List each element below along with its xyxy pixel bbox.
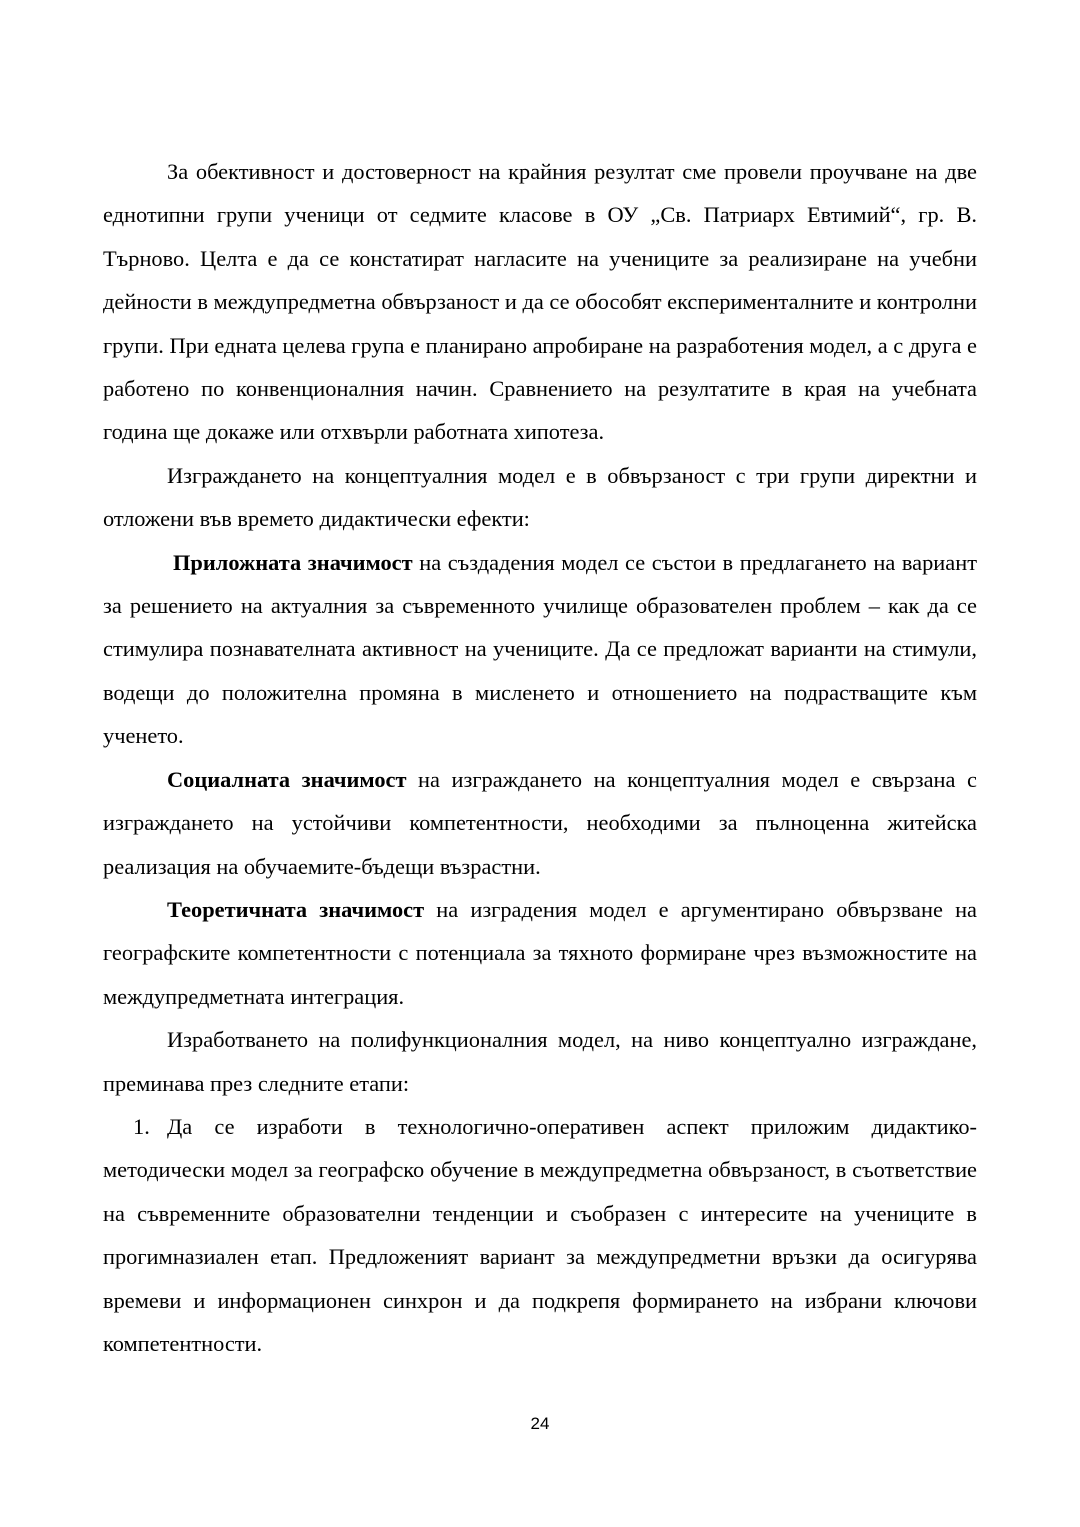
paragraph-study-description (103, 150, 977, 454)
paragraph-text: на изградения модел е аргументирано обвързване на географските компетентности с потенциала за тяхното формиране чрез възможностите на междупредметната интеграция. (103, 896, 977, 1009)
list-item-number: 1. (133, 1113, 150, 1139)
paragraph-bold-term: Теоретичната значимост (167, 896, 425, 922)
paragraph-theoretical-significance (103, 888, 977, 1018)
paragraph-social-significance (103, 758, 977, 888)
list-item (103, 1105, 977, 1365)
document-body (103, 150, 977, 1365)
list-item-text: Да се изработи в технологично-оперативен аспект приложим дидактико-методически модел за географско обучение в междупредметна обвързаност, в съответствие на съвременните образователни тенденции и съобразен с интересите на учениците в прогимназиален етап. Предложеният вариант за междупредметни връзки да осигурява времеви и информационен синхрон и да подкрепя формирането на избрани ключови компетентности. (103, 1113, 977, 1356)
paragraph-bold-term: Приложната значимост (173, 549, 413, 575)
paragraph-text: Изработването на полифункционалния модел, на ниво концептуално изграждане, преминава през следните етапи: (103, 1027, 977, 1096)
paragraph-bold-term: Социалната значимост (167, 766, 407, 792)
page-number: 24 (530, 1414, 550, 1433)
paragraph-stages-intro (103, 1018, 977, 1105)
paragraph-text: За обективност и достоверност на крайния резултат сме провели проучване на две еднотипни групи ученици от седмите класове в ОУ „Св. Патриарх Евтимий“, гр. В. Търново. Целта е да се констатират нагласите на учениците за реализиране на учебни дейности в междупредметна обвързаност и да се обособят експерименталните и контролни групи. При едната целева група е планирано апробиране на разработения модел, а с друга е работено по конвенционалния начин. Сравнението на резултатите в края на учебната година ще докаже или отхвърли работната хипотеза. (103, 159, 977, 445)
paragraph-applied-significance (103, 541, 977, 758)
paragraph-text: на изграждането на концептуалния модел е свързана с изграждането на устойчиви компетентности, необходими за пълноценна житейска реализация на обучаемите-бъдещи възрастни. (103, 766, 977, 879)
paragraph-model-effects (103, 454, 977, 541)
paragraph-text: Изграждането на концептуалния модел е в обвързаност с три групи директни и отложени във времето дидактически ефекти: (103, 462, 977, 532)
paragraph-text: на създадения модел се състои в предлагането на вариант за решението на актуалния за съвременното училище образователен проблем – как да се стимулира познавателната активност на учениците. Да се предложат варианти на стимули, водещи до положителна промяна в мисленето и отношението на подрастващите към ученето. (103, 549, 977, 749)
